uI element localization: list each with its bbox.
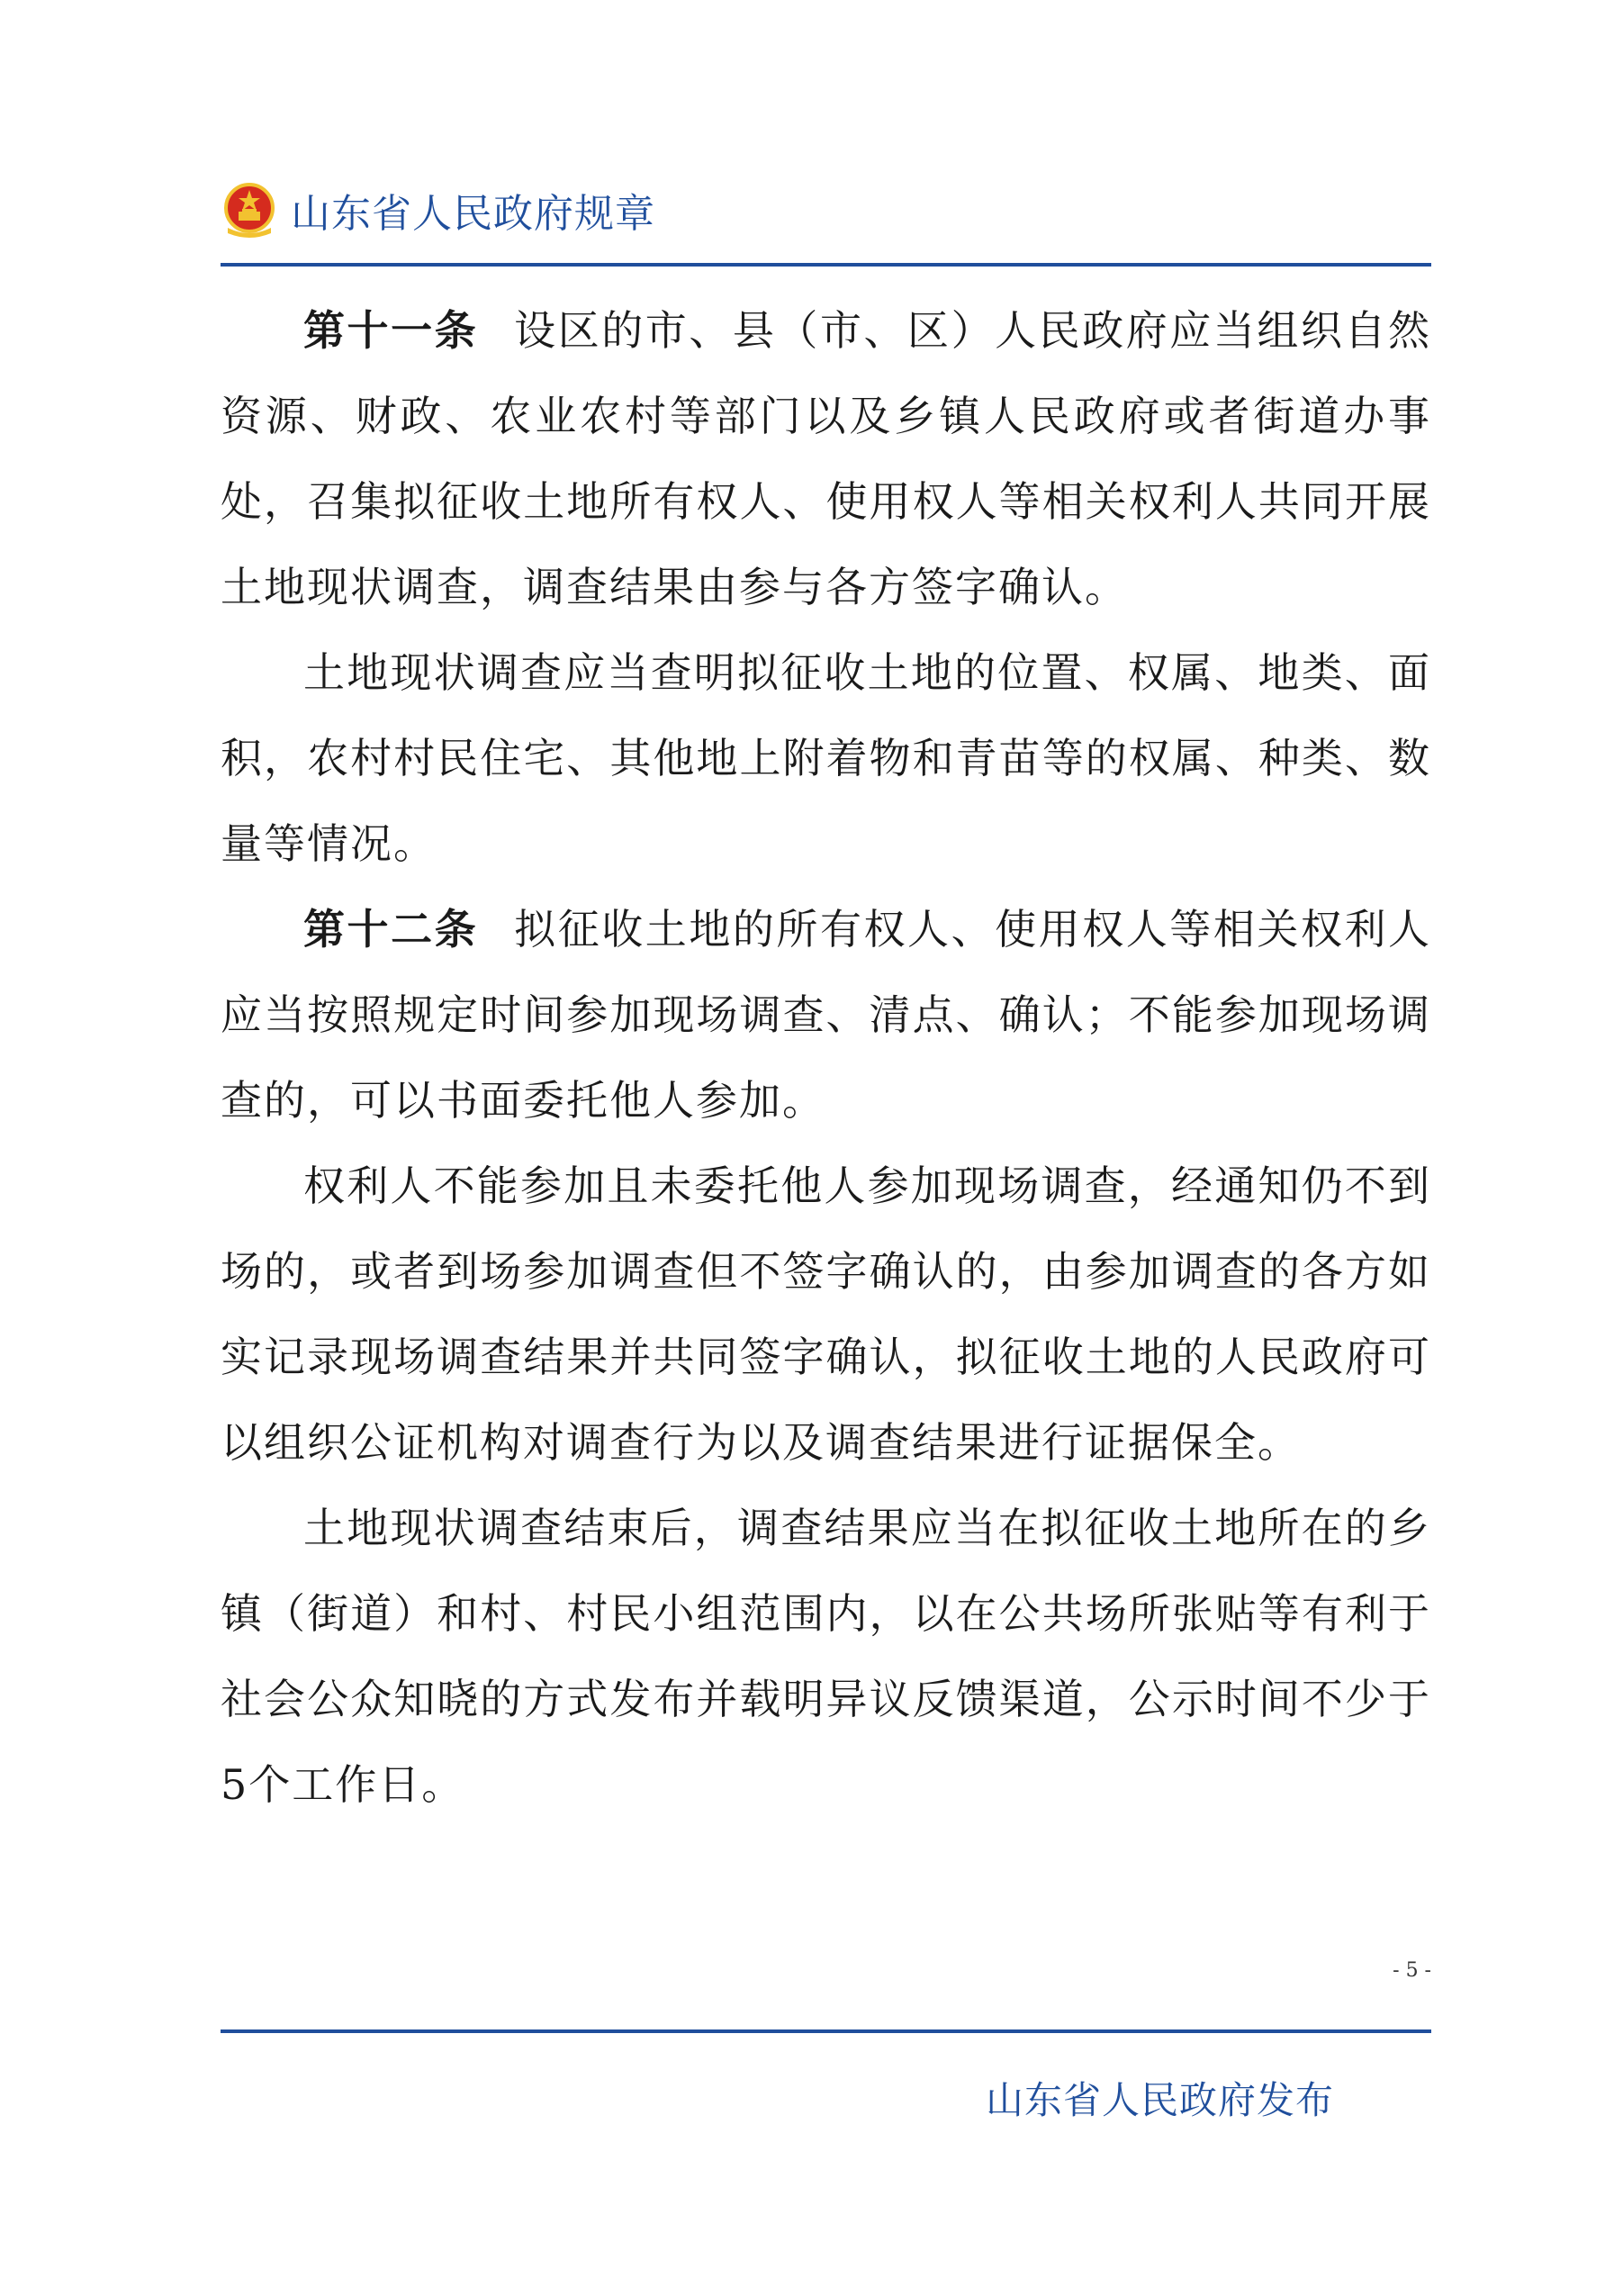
paragraph-article-11-clause-2 [221, 630, 1431, 887]
paragraph-text: 权利人不能参加且未委托他人参加现场调查，经通知仍不到场的，或者到场参加调查但不签字确认的，由参加调查的各方如实记录现场调查结果并共同签字确认，拟征收土地的人民政府可以组织公证机构对调查行为以及调查结果进行证据保全。 [221, 1162, 1431, 1467]
article-number: 第十二条 [303, 905, 479, 954]
footer-divider [221, 2029, 1431, 2033]
paragraph-text: 拟征收土地的所有权人、使用权人等相关权利人应当按照规定时间参加现场调查、清点、确认；不能参加现场调查的，可以书面委托他人参加。 [221, 905, 1432, 1125]
paragraph-text: 设区的市、县（市、区）人民政府应当组织自然资源、财政、农业农村等部门以及乡镇人民政府或者街道办事处，召集拟征收土地所有权人、使用权人等相关权利人共同开展土地现状调查，调查结果由参与各方签字确认。 [221, 306, 1432, 611]
document-header [221, 178, 655, 241]
national-emblem-icon [221, 181, 278, 239]
header-divider [221, 263, 1431, 267]
paragraph-text: 土地现状调查结束后，调查结果应当在拟征收土地所在的乡镇（街道）和村、村民小组范围内，以在公共场所张贴等有利于社会公众知晓的方式发布并载明异议反馈渠道，公示时间不少于5个工作日。 [221, 1504, 1431, 1809]
paragraph-article-12-clause-2 [221, 1143, 1431, 1486]
paragraph-article-11 [221, 288, 1431, 630]
document-body [221, 288, 1431, 1828]
paragraph-article-12 [221, 887, 1431, 1143]
publisher-label: 山东省人民政府发布 [986, 2078, 1335, 2122]
paragraph-article-12-clause-3 [221, 1486, 1431, 1828]
article-number: 第十一条 [303, 306, 479, 355]
page-number: - 5 - [1393, 1959, 1431, 1982]
header-title: 山东省人民政府规章 [291, 191, 655, 237]
paragraph-text: 土地现状调查应当查明拟征收土地的位置、权属、地类、面积，农村村民住宅、其他地上附着物和青苗等的权属、种类、数量等情况。 [221, 648, 1431, 868]
